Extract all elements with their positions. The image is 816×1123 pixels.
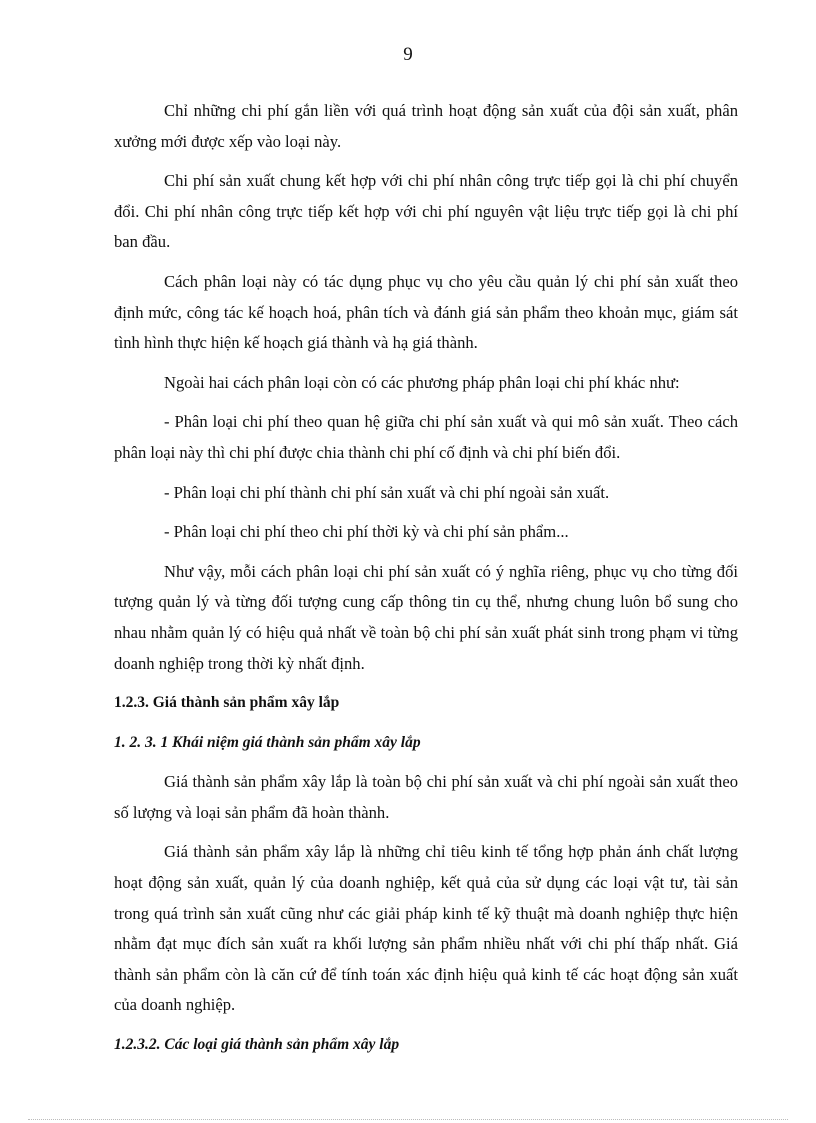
subsection-heading: 1.2.3.2. Các loại giá thành sản phẩm xây lắp — [114, 1036, 400, 1054]
paragraph: Như vậy, mỗi cách phân loại chi phí sản xuất có ý nghĩa riêng, phục vụ cho từng đối tượng quản lý và từng đối tượng cung cấp thông tin cụ thể, nhưng chung luôn bổ sung cho nhau nhằm quản lý có hiệu quả nhất về toàn bộ chi phí sản xuất phát sinh trong phạm vi từng doanh nghiệp trong thời kỳ nhất định. — [114, 561, 738, 673]
paragraph: Chi phí sản xuất chung kết hợp với chi phí nhân công trực tiếp gọi là chi phí chuyển đổi. Chi phí nhân công trực tiếp kết hợp với chi phí nguyên vật liệu trực tiếp gọi là chi phí ban đầu. — [114, 171, 738, 252]
paragraph: Giá thành sản phẩm xây lắp là những chỉ tiêu kinh tế tổng hợp phản ánh chất lượng hoạt động sản xuất, quản lý của doanh nghiệp, kết quả của sử dụng các loại vật tư, tài sản trong quá trình sản xuất cũng như các giải pháp kinh tế kỹ thuật mà doanh nghiệp thực hiện nhằm đạt mục đích sản xuất ra khối lượng sản phẩm nhiều nhất với chi phí thấp nhất. Giá thành sản phẩm còn là căn cứ để tính toán xác định hiệu quả kinh tế các hoạt động sản xuất của doanh nghiệp. — [114, 842, 738, 1015]
paragraph: Giá thành sản phẩm xây lắp là toàn bộ chi phí sản xuất và chi phí ngoài sản xuất theo số lượng và loại sản phẩm đã hoàn thành. — [114, 772, 738, 822]
page-bottom-divider — [28, 1119, 788, 1120]
paragraph: Cách phân loại này có tác dụng phục vụ cho yêu cầu quản lý chi phí sản xuất theo định mức, công tác kế hoạch hoá, phân tích và đánh giá sản phẩm theo khoản mục, giám sát tình hình thực hiện kế hoạch giá thành và hạ giá thành. — [114, 271, 738, 353]
page-number: 9 — [403, 44, 413, 65]
bullet-paragraph: - Phân loại chi phí theo chi phí thời kỳ và chi phí sản phẩm... — [164, 522, 569, 542]
bullet-paragraph: - Phân loại chi phí thành chi phí sản xuất và chi phí ngoài sản xuất. — [164, 482, 610, 502]
page-content — [114, 96, 738, 1070]
subsection-heading: 1. 2. 3. 1 Khái niệm giá thành sản phẩm xây lắp — [114, 733, 421, 751]
paragraph: Chỉ những chi phí gắn liền với quá trình hoạt động sản xuất của đội sản xuất, phân xưởng mới được xếp vào loại này. — [114, 101, 738, 151]
paragraph: Ngoài hai cách phân loại còn có các phương pháp phân loại chi phí khác như: — [164, 372, 680, 392]
section-heading: 1.2.3. Giá thành sản phẩm xây lắp — [114, 694, 340, 712]
bullet-paragraph: - Phân loại chi phí theo quan hệ giữa chi phí sản xuất và qui mô sản xuất. Theo cách phân loại này thì chi phí được chia thành chi phí cố định và chi phí biến đổi. — [114, 412, 738, 462]
